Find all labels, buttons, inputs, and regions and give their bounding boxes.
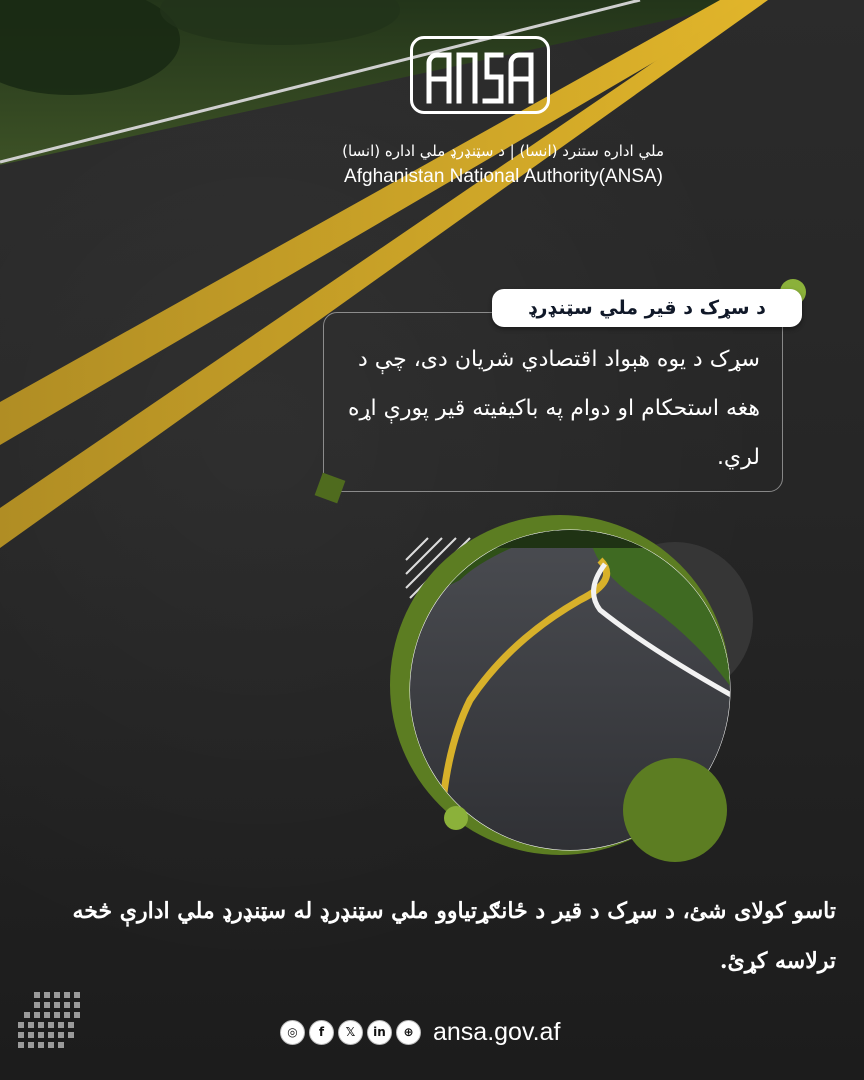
linkedin-icon[interactable]: in [367,1020,392,1045]
globe-icon[interactable]: ⊕ [396,1020,421,1045]
decor-dot-grid [18,992,82,1056]
website-link[interactable]: ansa.gov.af [433,1017,561,1046]
cta-text: تاسو کولای شئ، د سړک د قیر د ځانګړتیاوو ملي سټنډرډ له سټنډرډ ملي ادارې څخه ترلاسه کړئ. [72,898,836,974]
instagram-icon[interactable]: ◎ [280,1020,305,1045]
info-card-body: سړک د یوه هېواد اقتصادي شریان دی، چې د هغه استحکام او دوام په باکیفیته قیر پورې اړه لري. [348,347,760,470]
footer [280,1012,560,1052]
org-name-pashto: ملي اداره ستنرد (انسا) | د سټنډرډ ملي اداره (انسا) [342,142,664,160]
x-icon[interactable]: 𝕏 [338,1020,363,1045]
org-name-english: Afghanistan National Authority(ANSA) [344,166,663,187]
card-title: د سړک د قیر ملي سټنډرډ [492,289,802,327]
facebook-icon[interactable]: f [309,1020,334,1045]
